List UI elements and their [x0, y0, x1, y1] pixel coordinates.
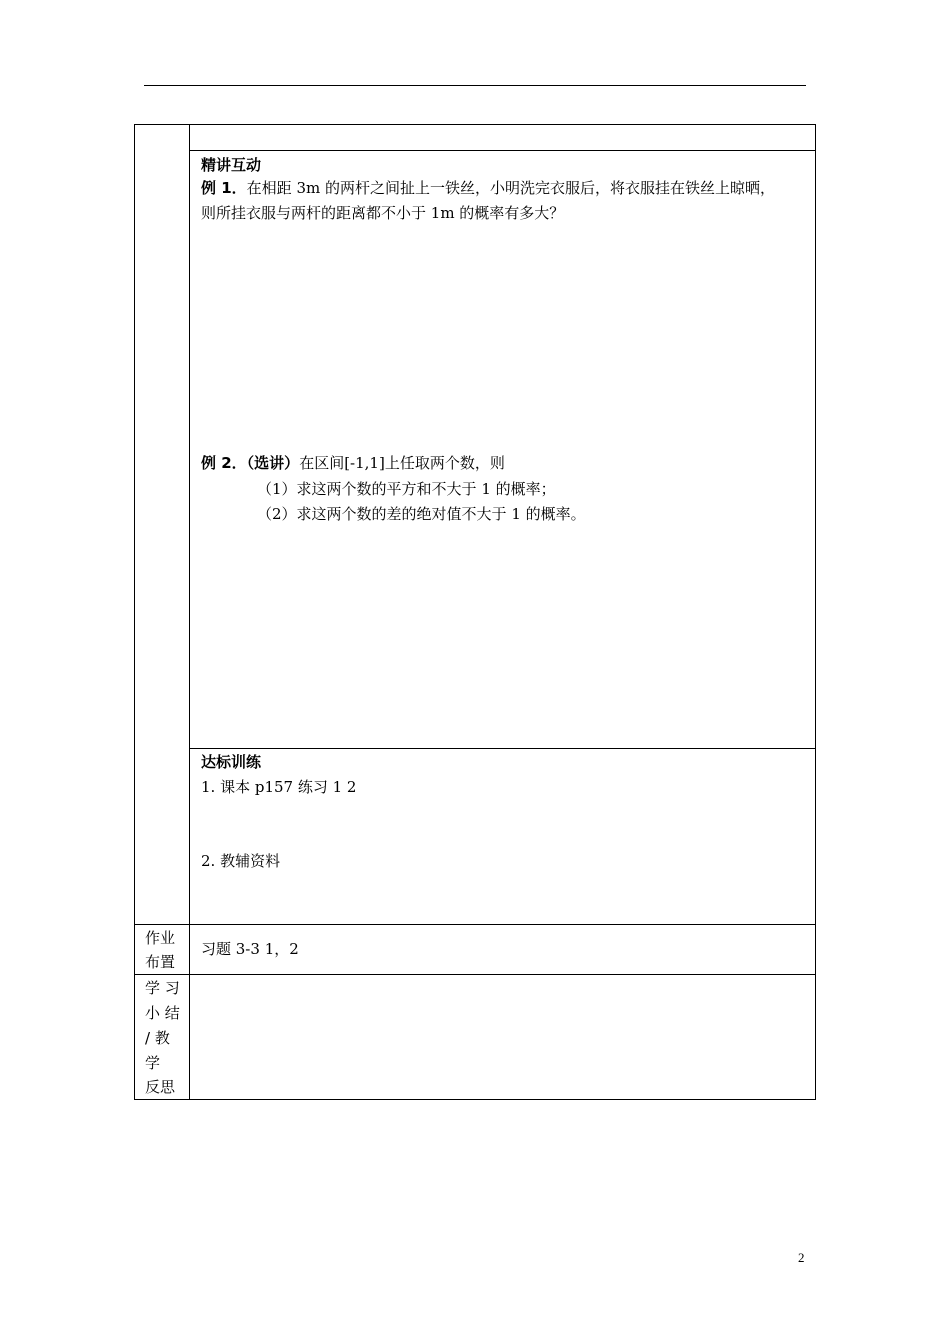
summary-label-2: 小 结	[145, 1004, 180, 1022]
section-heading-practice: 达标训练	[201, 753, 262, 771]
example-2-sub-1: （1）求这两个数的平方和不大于 1 的概率；	[257, 480, 556, 498]
row-divider-top	[189, 150, 815, 151]
page-number: 2	[798, 1250, 805, 1265]
practice-item-2: 2. 教辅资料	[201, 852, 281, 870]
summary-label-3: / 教	[145, 1029, 170, 1047]
example-2-tag: （选讲）	[246, 454, 300, 472]
row-divider-practice	[189, 748, 815, 749]
example-1-text: 在相距 3m 的两杆之间扯上一铁丝，小明洗完衣服后，将衣服挂在铁丝上晾晒，	[246, 179, 775, 197]
homework-content: 习题 3-3 1，2	[201, 940, 299, 958]
practice-item-1: 1. 课本 p157 练习 1 2	[201, 778, 357, 796]
example-1-line-2: 则所挂衣服与两杆的距离都不小于 1m 的概率有多大？	[201, 204, 565, 222]
example-2-line	[201, 456, 505, 471]
example-2-intro: 在区间[-1,1]上任取两个数，则	[299, 454, 505, 472]
summary-label-4: 学	[145, 1054, 161, 1072]
summary-label-5: 反思	[145, 1078, 176, 1096]
example-2-label: 例 2．	[201, 454, 247, 472]
row-divider-summary	[135, 974, 815, 975]
header-rule	[144, 85, 806, 86]
homework-label-2: 布置	[145, 953, 176, 971]
summary-label-1: 学 习	[145, 979, 180, 997]
section-heading-interactive: 精讲互动	[201, 156, 262, 174]
example-1-label: 例 1．	[201, 179, 247, 197]
column-divider	[189, 125, 190, 1099]
row-divider-homework	[135, 924, 815, 925]
lesson-table	[134, 124, 816, 1100]
example-1-line-1	[201, 181, 775, 196]
example-2-sub-2: （2）求这两个数的差的绝对值不大于 1 的概率。	[257, 505, 586, 523]
homework-label-1: 作业	[145, 929, 176, 947]
